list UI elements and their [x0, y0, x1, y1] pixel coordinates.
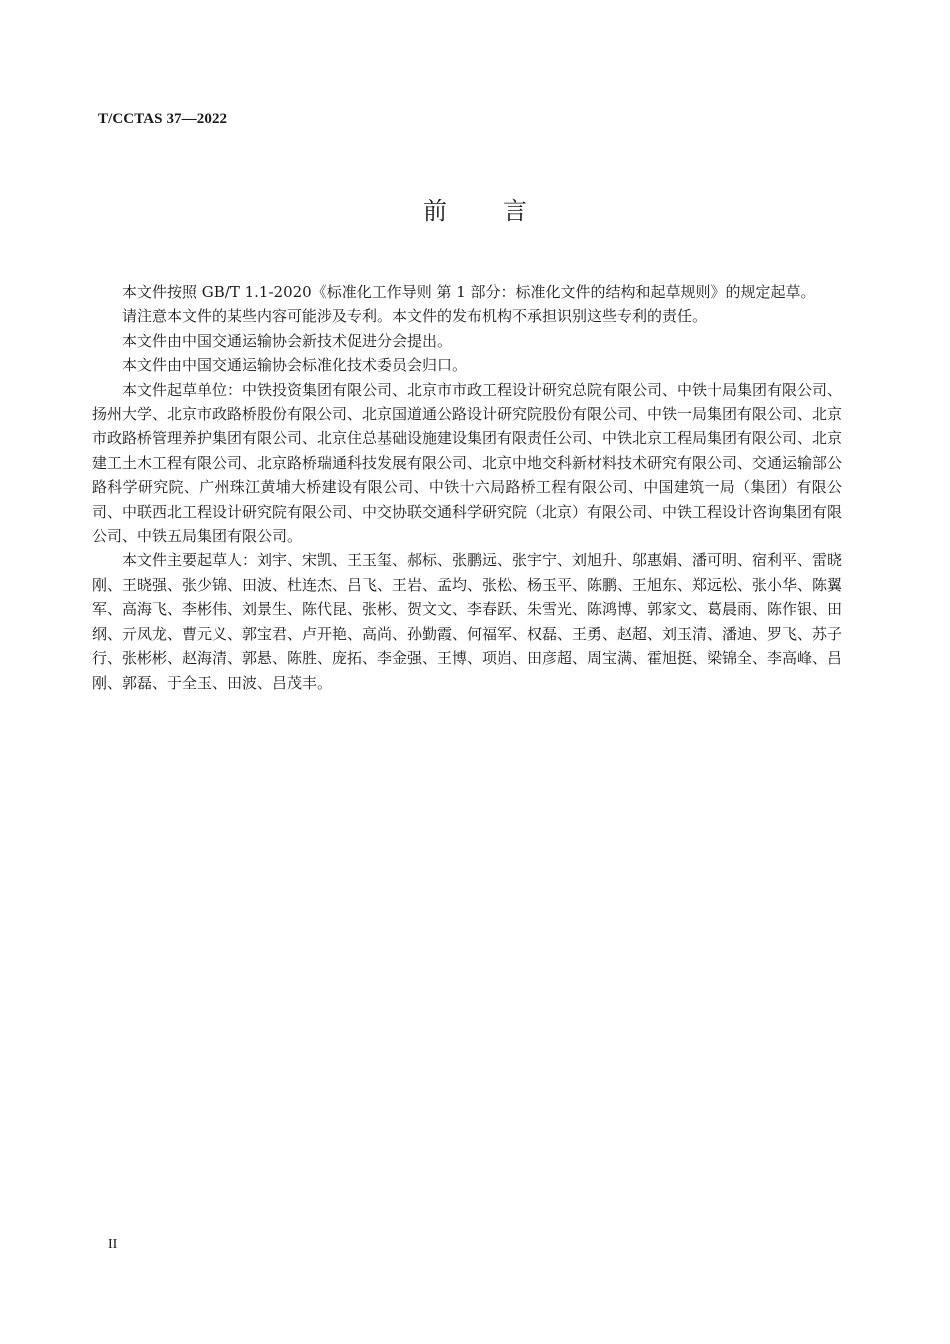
paragraph-drafting-rules: 本文件按照 GB/T 1.1-2020《标准化工作导则 第 1 部分：标准化文件的结构和起草规则》的规定起草。 [122, 283, 816, 301]
paragraph-drafting-units: 本文件起草单位：中铁投资集团有限公司、北京市市政工程设计研究总院有限公司、中铁十局集团有限公司、扬州大学、北京市政路桥股份有限公司、北京国道通公路设计研究院股份有限公司、中铁一局集团有限公司、北京市政路桥管理养护集团有限公司、北京住总基础设施建设集团有限责任公司、中铁北京工程局集团有限公司、北京建工土木工程有限公司、北京路桥瑞通科技发展有限公司、北京中地交科新材料技术研究有限公司、交通运输部公路科学研究院、广州珠江黄埔大桥建设有限公司、中铁十六局路桥工程有限公司、中国建筑一局（集团）有限公司、中联西北工程设计研究院有限公司、中交协联交通科学研究院（北京）有限公司、中铁工程设计咨询集团有限公司、中铁五局集团有限公司。 [92, 380, 843, 546]
foreword-body [92, 280, 842, 695]
title-char-1: 前 [423, 197, 447, 225]
paragraph-centralized-by: 本文件由中国交通运输协会标准化技术委员会归口。 [122, 356, 468, 375]
document-code: T/CCTAS 37—2022 [98, 111, 228, 127]
page-number: II [108, 1237, 118, 1252]
paragraph-proposed-by: 本文件由中国交通运输协会新技术促进分会提出。 [122, 331, 453, 350]
paragraph-patent-notice: 请注意本文件的某些内容可能涉及专利。本文件的发布机构不承担识别这些专利的责任。 [122, 307, 708, 326]
title-char-2: 言 [503, 197, 527, 225]
page-title [0, 194, 950, 228]
paragraph-drafters: 本文件主要起草人：刘宇、宋凯、王玉玺、郝标、张鹏远、张宇宁、刘旭升、邬惠娟、潘可明、宿利平、雷晓刚、王晓强、张少锦、田波、杜连杰、吕飞、王岩、孟均、张松、杨玉平、陈鹏、王旭东、郑远松、张小华、陈翼军、高海飞、李彬伟、刘景生、陈代昆、张彬、贺文文、李春跃、朱雪光、陈鸿博、郭家文、葛晨雨、陈作银、田纲、亓凤龙、曹元义、郭宝君、卢开艳、高尚、孙勤霞、何福军、权磊、王勇、赵超、刘玉清、潘迪、罗飞、苏子行、张彬彬、赵海清、郭悬、陈胜、庞拓、李金强、王博、项岿、田彦超、周宝满、霍旭挺、梁锦全、李高峰、吕刚、郭磊、于全玉、田波、吕茂丰。 [92, 551, 843, 692]
